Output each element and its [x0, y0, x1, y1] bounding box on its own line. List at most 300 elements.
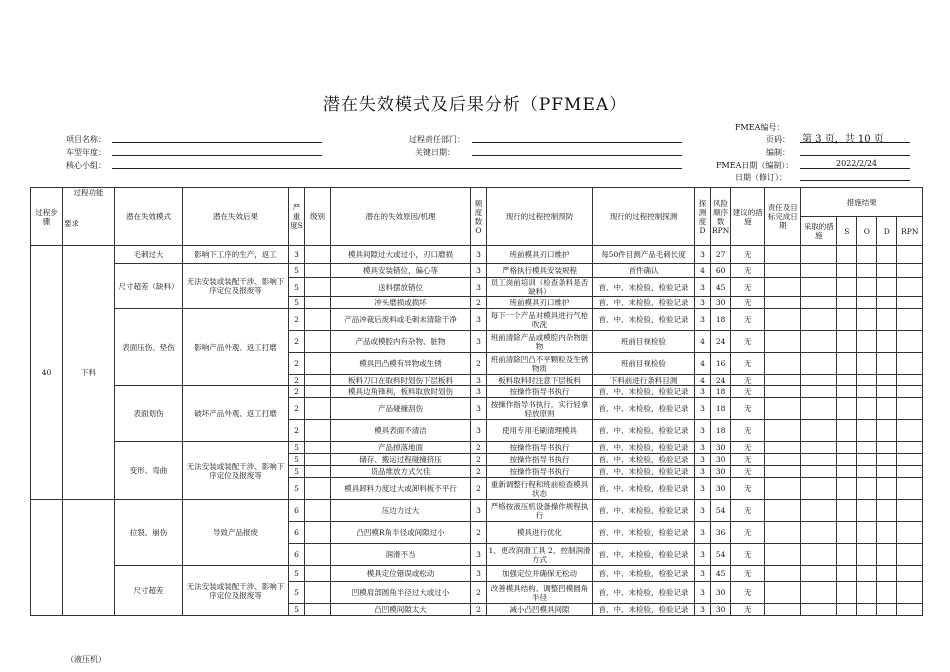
cell-d [877, 522, 897, 544]
cell-detect-d: 3 [695, 500, 711, 522]
cell-responsibility [765, 386, 801, 398]
cell-responsibility [765, 375, 801, 386]
cell-detection: 首、中、末检验，检验记录 [593, 297, 695, 309]
cell-o [857, 544, 877, 566]
cell-class [305, 420, 331, 442]
cell-step: 40 [31, 246, 63, 500]
cell-occurrence: 3 [471, 278, 487, 297]
cell-detect-d: 4 [695, 353, 711, 375]
cell-detection: 首、中、末检验，检验记录 [593, 604, 695, 616]
col-cause: 潜在的失效原因/机理 [331, 188, 471, 246]
cell-severity: 5 [289, 582, 305, 604]
cell-o [857, 420, 877, 442]
project-underline [112, 142, 322, 143]
cell-responsibility [765, 604, 801, 616]
core-team-underline [112, 168, 682, 169]
cell-s [837, 454, 857, 466]
cell-severity: 2 [289, 375, 305, 386]
cell-d [877, 420, 897, 442]
cell-recommended: 无 [731, 309, 765, 331]
cell-rpn2 [897, 454, 923, 466]
cell-prevention: 重新调整行程和班前检查模具状态 [487, 478, 593, 500]
cell-recommended: 无 [731, 500, 765, 522]
cell-detection: 班前目视检验 [593, 353, 695, 375]
cell-prevention: 按操作指导书执行，实行轻拿轻放原则 [487, 398, 593, 420]
col-rpn2: RPN [897, 217, 923, 246]
cell-severity: 5 [289, 264, 305, 278]
table-row [31, 500, 923, 522]
cell-cause: 模具凹凸模有异物或生锈 [331, 353, 471, 375]
cell-taken [801, 522, 837, 544]
cell-o [857, 582, 877, 604]
cell-responsibility [765, 582, 801, 604]
cell-prevention: 班前模具刃口维护 [487, 297, 593, 309]
cell-rpn2 [897, 604, 923, 616]
table-row [31, 246, 923, 264]
cell-rpn2 [897, 297, 923, 309]
cell-taken [801, 264, 837, 278]
cell-rpn: 30 [711, 466, 731, 478]
cell-cause: 模具定位错误或松动 [331, 566, 471, 582]
cell-rpn: 36 [711, 522, 731, 544]
cell-mode: 尺寸超差（缺料） [115, 264, 183, 309]
col-rpn: 风险顺序数RPN [711, 188, 731, 246]
cell-rpn2 [897, 420, 923, 442]
cell-class [305, 297, 331, 309]
cell-class [305, 353, 331, 375]
cell-prevention: 严格执行模具安装规程 [487, 264, 593, 278]
cell-o [857, 604, 877, 616]
cell-d [877, 278, 897, 297]
cell-prevention: 按操作指导书执行 [487, 386, 593, 398]
cell-responsibility [765, 442, 801, 454]
page-label: 页码： [766, 135, 790, 144]
cell-effect: 影响产品外观、返工打磨 [183, 309, 289, 386]
cell-recommended: 无 [731, 278, 765, 297]
col-s: S [837, 217, 857, 246]
cell-detection: 首件确认 [593, 264, 695, 278]
cell-detection: 首、中、末检验，检验记录 [593, 454, 695, 466]
cell-occurrence: 3 [471, 264, 487, 278]
col-prevention: 现行的过程控制预防 [487, 188, 593, 246]
col-effect: 潜在失效后果 [183, 188, 289, 246]
cell-recommended: 无 [731, 386, 765, 398]
page-underline [800, 142, 910, 143]
model-label: 车型年度： [66, 148, 106, 157]
cell-detection: 首、中、末检验，检验记录 [593, 442, 695, 454]
cell-taken [801, 246, 837, 264]
cell-recommended: 无 [731, 264, 765, 278]
cell-class [305, 331, 331, 353]
cell-recommended: 无 [731, 522, 765, 544]
cell-taken [801, 398, 837, 420]
cell-detection: 首、中、末检验，检验记录 [593, 582, 695, 604]
cell-detection: 首、中、末检验，检验记录 [593, 522, 695, 544]
cell-o [857, 386, 877, 398]
cell-severity: 6 [289, 544, 305, 566]
cell-occurrence: 2 [471, 353, 487, 375]
cell-recommended: 无 [731, 353, 765, 375]
col-taken: 采取的措施 [801, 217, 837, 246]
cell-responsibility [765, 500, 801, 522]
cell-occurrence: 3 [471, 386, 487, 398]
cell-detection: 首、中、末检验，检验记录 [593, 309, 695, 331]
col-class: 级别 [305, 188, 331, 246]
cell-class [305, 500, 331, 522]
cell-prevention: 每下一个产品对模具进行气枪吹洗 [487, 309, 593, 331]
cell-class [305, 278, 331, 297]
cell-severity: 5 [289, 278, 305, 297]
cell-occurrence: 3 [471, 398, 487, 420]
cell-detect-d: 3 [695, 398, 711, 420]
key-date-underline [472, 155, 682, 156]
col-requirement-label: 要求 [64, 219, 79, 228]
cell-severity: 2 [289, 353, 305, 375]
key-date-label: 关键日期： [415, 148, 455, 157]
cell-severity: 2 [289, 420, 305, 442]
cell-s [837, 331, 857, 353]
cell-class [305, 442, 331, 454]
cell-d [877, 246, 897, 264]
cell-rpn: 30 [711, 582, 731, 604]
cell-rpn: 45 [711, 278, 731, 297]
cell-detect-d: 3 [695, 582, 711, 604]
cell-rpn: 54 [711, 544, 731, 566]
cell-severity: 3 [289, 246, 305, 264]
cell-cause: 产品掉落地面 [331, 442, 471, 454]
cell-detection: 首、中、末检验，检验记录 [593, 386, 695, 398]
cell-rpn: 24 [711, 331, 731, 353]
cell-recommended: 无 [731, 566, 765, 582]
cell-d [877, 500, 897, 522]
cell-severity: 5 [289, 297, 305, 309]
cell-cause: 产品碰撞刮伤 [331, 398, 471, 420]
cell-occurrence: 2 [471, 478, 487, 500]
cell-detection: 首、中、末检验，检验记录 [593, 398, 695, 420]
cell-occurrence: 3 [471, 420, 487, 442]
cell-rpn: 60 [711, 264, 731, 278]
cell-d [877, 442, 897, 454]
cell-effect: 无法安装或装配干涉、影响下序定位及报废等 [183, 264, 289, 309]
cell-s [837, 309, 857, 331]
cell-o [857, 309, 877, 331]
table-row [31, 386, 923, 398]
cell-o [857, 398, 877, 420]
page-value: 第 3 页，共 10 页 [802, 134, 884, 145]
cell-prevention: 板料取料时注意下层板料 [487, 375, 593, 386]
cell-taken [801, 478, 837, 500]
cell-detection: 班前目视检验 [593, 331, 695, 353]
cell-cause: 凸凹模间隙太大 [331, 604, 471, 616]
cell-d [877, 544, 897, 566]
cell-rpn2 [897, 566, 923, 582]
cell-recommended: 无 [731, 454, 765, 466]
cell-cause: 送料摆放错位 [331, 278, 471, 297]
cell-taken [801, 420, 837, 442]
cell-o [857, 442, 877, 454]
cell-occurrence: 2 [471, 442, 487, 454]
cell-recommended: 无 [731, 420, 765, 442]
cell-s [837, 500, 857, 522]
cell-rpn: 30 [711, 442, 731, 454]
cell-o [857, 500, 877, 522]
cell-recommended: 无 [731, 604, 765, 616]
cell-rpn2 [897, 478, 923, 500]
cell-detect-d: 4 [695, 264, 711, 278]
cell-effect: 影响下工序的生产，返工 [183, 246, 289, 264]
cell-detect-d: 3 [695, 522, 711, 544]
cell-severity: 2 [289, 309, 305, 331]
cell-detection: 首、中、末检验，检验记录 [593, 500, 695, 522]
cell-rpn2 [897, 442, 923, 454]
cell-occurrence: 3 [471, 566, 487, 582]
cell-effect: 无法安装或装配干涉、影响下序定位及报废等 [183, 442, 289, 500]
cell-o [857, 278, 877, 297]
core-team-label: 核心小组： [66, 161, 106, 170]
cell-recommended: 无 [731, 442, 765, 454]
col-o: O [857, 217, 877, 246]
cell-class [305, 582, 331, 604]
cell-responsibility [765, 522, 801, 544]
cell-detect-d: 3 [695, 297, 711, 309]
table-row [31, 264, 923, 278]
cell-rpn2 [897, 264, 923, 278]
cell-rpn: 30 [711, 604, 731, 616]
cell-class [305, 566, 331, 582]
cell-responsibility [765, 420, 801, 442]
cell-responsibility [765, 566, 801, 582]
cell-o [857, 466, 877, 478]
cell-detection: 首、中、末检验，检验记录 [593, 420, 695, 442]
cell-class [305, 522, 331, 544]
cell-d [877, 309, 897, 331]
cell-cause: 产品冲裁后废料或毛刺未清除干净 [331, 309, 471, 331]
cell-occurrence: 2 [471, 297, 487, 309]
cell-responsibility [765, 309, 801, 331]
cell-o [857, 566, 877, 582]
col-severity: 严重度S [289, 188, 305, 246]
cell-severity: 2 [289, 386, 305, 398]
cell-occurrence: 3 [471, 500, 487, 522]
cell-rpn: 30 [711, 297, 731, 309]
cell-rpn: 54 [711, 500, 731, 522]
cell-prevention: 班前清除凹凸不平颗粒及生锈物质 [487, 353, 593, 375]
cell-s [837, 375, 857, 386]
table-row [31, 442, 923, 454]
cell-effect: 破坏产品外观、返工打磨 [183, 386, 289, 442]
cell-responsibility [765, 398, 801, 420]
cell-cause: 凹模肩部圆角半径过大或过小 [331, 582, 471, 604]
table-row [31, 309, 923, 331]
cell-taken [801, 278, 837, 297]
cell-o [857, 375, 877, 386]
cell-taken [801, 454, 837, 466]
cell-taken [801, 309, 837, 331]
cell-recommended: 无 [731, 375, 765, 386]
cell-responsibility [765, 264, 801, 278]
cell-detect-d: 3 [695, 420, 711, 442]
cell-rpn: 30 [711, 478, 731, 500]
cell-rpn2 [897, 331, 923, 353]
cell-severity: 6 [289, 500, 305, 522]
cell-taken [801, 604, 837, 616]
cell-recommended: 无 [731, 582, 765, 604]
cell-s [837, 353, 857, 375]
cell-responsibility [765, 478, 801, 500]
cell-cause: 模具表面不清洁 [331, 420, 471, 442]
cell-cause: 压边力过大 [331, 500, 471, 522]
cell-d [877, 353, 897, 375]
cell-occurrence: 3 [471, 544, 487, 566]
cell-taken [801, 566, 837, 582]
cell-prevention: 模具进行优化 [487, 522, 593, 544]
cell-s [837, 297, 857, 309]
cell-taken [801, 386, 837, 398]
cell-recommended: 无 [731, 297, 765, 309]
cell-rpn2 [897, 544, 923, 566]
cell-class [305, 466, 331, 478]
cell-taken [801, 297, 837, 309]
cell-cause: 模具边角锋利，板料取放时划伤 [331, 386, 471, 398]
cell-responsibility [765, 454, 801, 466]
cell-d [877, 297, 897, 309]
cell-d [877, 566, 897, 582]
cell-cause: 冲头磨损或损坏 [331, 297, 471, 309]
cell-d [877, 582, 897, 604]
cell-occurrence: 2 [471, 604, 487, 616]
cell-taken [801, 331, 837, 353]
cell-prevention: 按操作指导书执行 [487, 442, 593, 454]
cell-prevention: 减小凸凹模具间隙 [487, 604, 593, 616]
cell-rpn: 18 [711, 309, 731, 331]
cell-rpn: 30 [711, 454, 731, 466]
cell-o [857, 331, 877, 353]
cell-prevention: 严格按液压机设备操作规程执行 [487, 500, 593, 522]
cell-s [837, 582, 857, 604]
revision-date-label: 日期（修订）： [735, 173, 787, 182]
cell-mode: 变形、弯曲 [115, 442, 183, 500]
cell-severity: 6 [289, 522, 305, 544]
cell-o [857, 264, 877, 278]
cell-detection: 首、中、末检验，检验记录 [593, 544, 695, 566]
cell-taken [801, 375, 837, 386]
cell-taken [801, 353, 837, 375]
cell-d [877, 604, 897, 616]
cell-detection: 首、中、末检验，检验记录 [593, 478, 695, 500]
page-title: 潜在失效模式及后果分析（PFMEA） [322, 95, 628, 115]
fmea-date-underline [800, 168, 910, 169]
cell-class [305, 604, 331, 616]
cell-prevention: 班前模具刃口维护 [487, 246, 593, 264]
cell-severity: 5 [289, 442, 305, 454]
cell-s [837, 466, 857, 478]
cell-class [305, 478, 331, 500]
cell-s [837, 544, 857, 566]
cell-detect-d: 3 [695, 442, 711, 454]
cell-class [305, 375, 331, 386]
cell-detect-d: 3 [695, 544, 711, 566]
col-occurrence: 频度数O [471, 188, 487, 246]
cell-class [305, 454, 331, 466]
cell-function [63, 500, 115, 616]
cell-d [877, 264, 897, 278]
cell-rpn2 [897, 398, 923, 420]
cell-severity: 2 [289, 331, 305, 353]
col-d: D [877, 217, 897, 246]
table-row [31, 566, 923, 582]
cell-class [305, 386, 331, 398]
cell-detection: 首、中、末检验，检验记录 [593, 278, 695, 297]
project-label: 项目名称： [66, 135, 106, 144]
cell-cause: 润滑不当 [331, 544, 471, 566]
cell-responsibility [765, 278, 801, 297]
cell-d [877, 386, 897, 398]
pfmea-table [30, 187, 923, 616]
cell-responsibility [765, 353, 801, 375]
cell-recommended: 无 [731, 331, 765, 353]
cell-cause: 凸凹模R角半径或间隙过小 [331, 522, 471, 544]
col-step: 过程步骤 [31, 188, 63, 246]
cell-prevention: 加强定位并确保无松动 [487, 566, 593, 582]
cell-class [305, 544, 331, 566]
cell-prevention: 班前清除产品或模腔内杂物脏物 [487, 331, 593, 353]
cell-s [837, 278, 857, 297]
cell-class [305, 398, 331, 420]
cell-recommended: 无 [731, 544, 765, 566]
cell-prevention: 按操作指导书执行 [487, 466, 593, 478]
cell-detection: 首、中、末检验，检验记录 [593, 466, 695, 478]
cell-prevention: 使用专用毛刷清理模具 [487, 420, 593, 442]
cell-rpn2 [897, 375, 923, 386]
cell-responsibility [765, 297, 801, 309]
cell-o [857, 353, 877, 375]
col-detect-d: 探测度D [695, 188, 711, 246]
cell-s [837, 566, 857, 582]
cell-cause: 模具卸料力度过大或卸料板不平行 [331, 478, 471, 500]
col-function-label: 过程功能 [73, 188, 104, 197]
cell-o [857, 454, 877, 466]
cell-detect-d: 3 [695, 566, 711, 582]
fmea-date-label: FMEA日期（编制）： [716, 161, 794, 170]
cell-d [877, 331, 897, 353]
cell-step [31, 500, 63, 616]
cell-s [837, 478, 857, 500]
cell-o [857, 478, 877, 500]
cell-s [837, 604, 857, 616]
cell-occurrence: 3 [471, 246, 487, 264]
cell-rpn2 [897, 522, 923, 544]
cell-detect-d: 3 [695, 246, 711, 264]
cell-rpn2 [897, 309, 923, 331]
cell-rpn: 18 [711, 420, 731, 442]
cell-rpn2 [897, 246, 923, 264]
process-dept-underline [472, 142, 682, 143]
fmea-date-value: 2022/2/24 [836, 159, 878, 168]
cell-function: 下料 [63, 246, 115, 500]
cell-rpn: 45 [711, 566, 731, 582]
footer-note: （液压机） [66, 655, 106, 664]
cell-detection: 每50件目测产品毛刺长度 [593, 246, 695, 264]
cell-d [877, 375, 897, 386]
cell-rpn: 27 [711, 246, 731, 264]
cell-s [837, 522, 857, 544]
cell-recommended: 无 [731, 478, 765, 500]
cell-rpn: 24 [711, 375, 731, 386]
cell-severity: 5 [289, 478, 305, 500]
cell-detection: 下料前进行条料目测 [593, 375, 695, 386]
cell-rpn2 [897, 582, 923, 604]
cell-taken [801, 466, 837, 478]
